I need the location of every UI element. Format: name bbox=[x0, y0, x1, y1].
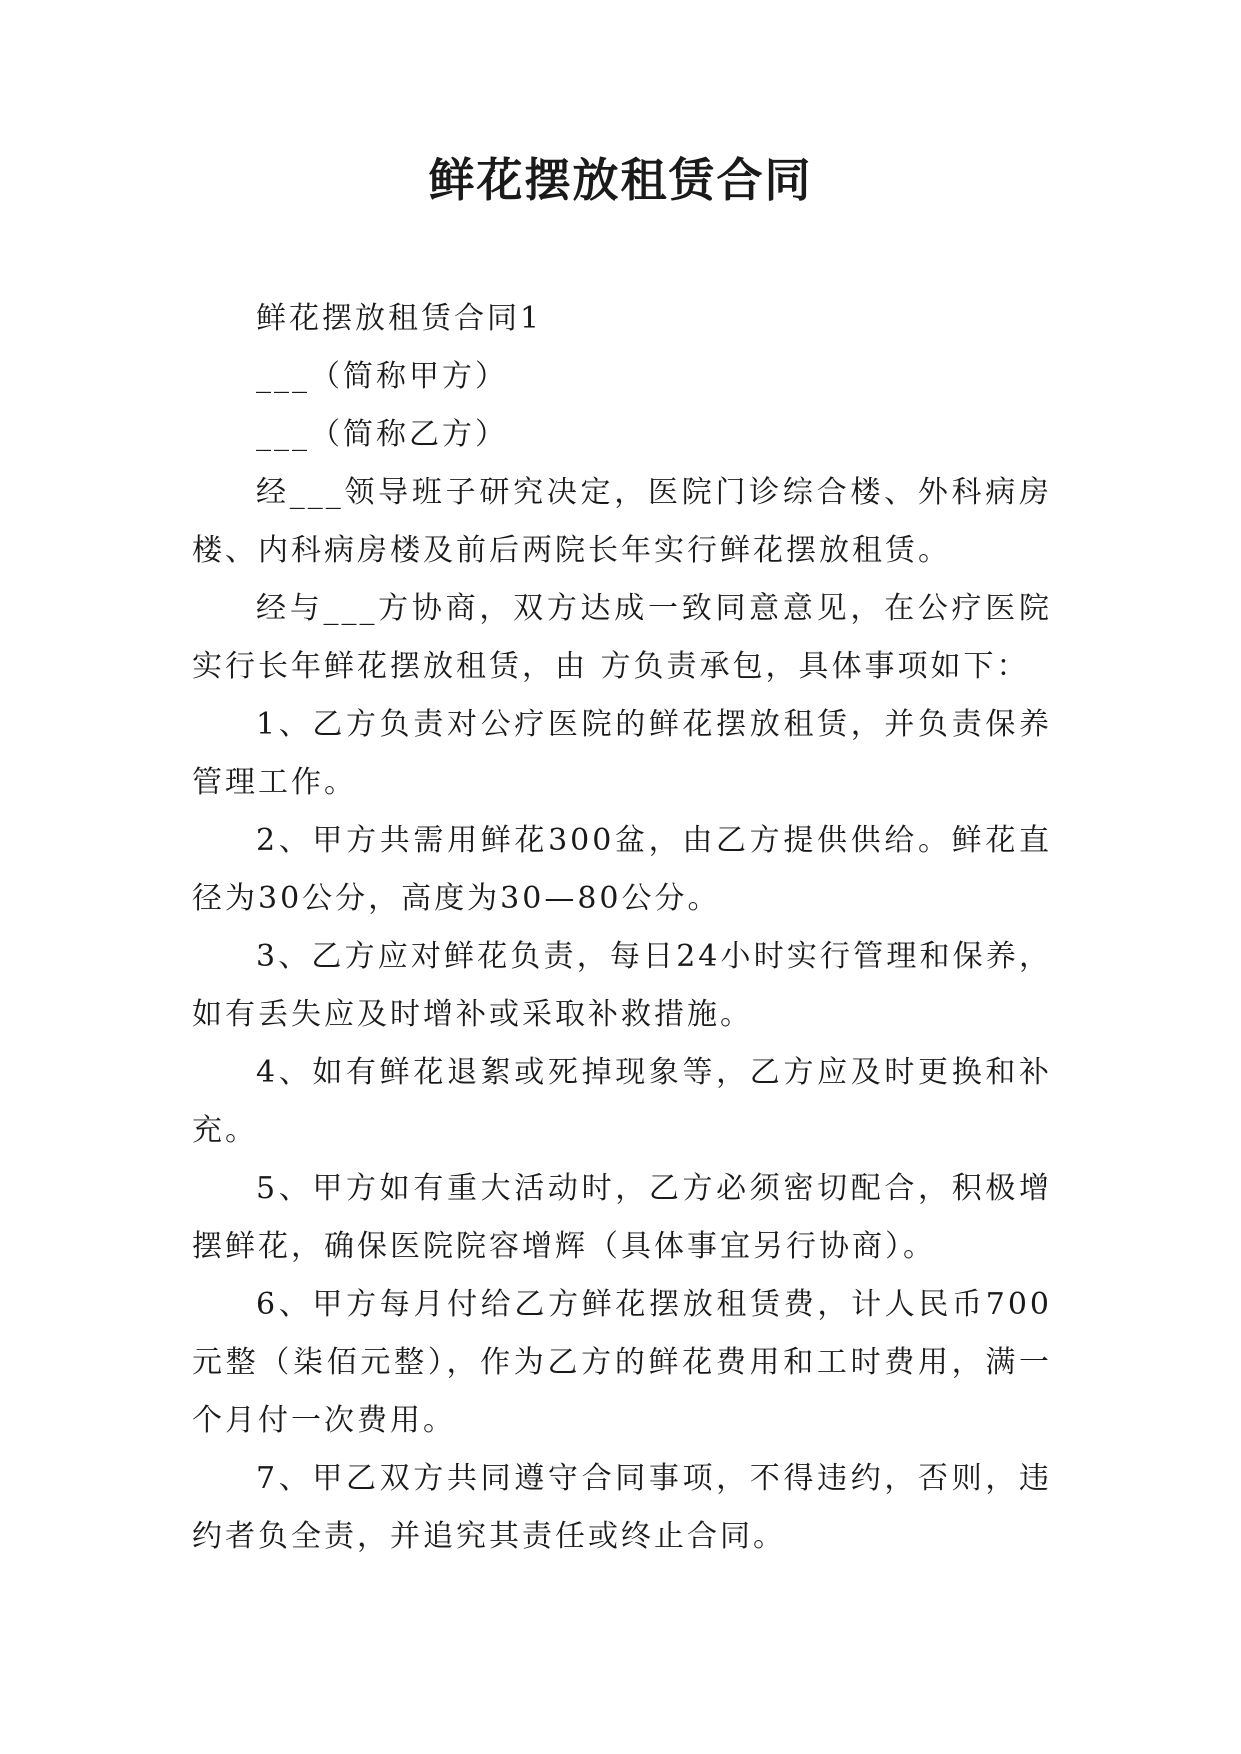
clause-5: 5、甲方如有重大活动时，乙方必须密切配合，积极增摆鲜花，确保医院院容增辉（具体事宜另行协商）。 bbox=[192, 1171, 1052, 1264]
paragraph-agreement: 经与___方协商，双方达成一致同意意见，在公疗医院实行长年鲜花摆放租赁，由 方负责承包，具体事项如下： bbox=[192, 591, 1052, 684]
document-body bbox=[192, 290, 1052, 1566]
clause-6: 6、甲方每月付给乙方鲜花摆放租赁费，计人民币700元整（柒佰元整），作为乙方的鲜花费用和工时费用，满一个月付一次费用。 bbox=[192, 1287, 1052, 1438]
clause-1: 1、乙方负责对公疗医院的鲜花摆放租赁，并负责保养管理工作。 bbox=[192, 707, 1052, 800]
paragraph-intro: 经___领导班子研究决定，医院门诊综合楼、外科病房楼、内科病房楼及前后两院长年实行鲜花摆放租赁。 bbox=[192, 475, 1052, 568]
clause-7: 7、甲乙双方共同遵守合同事项，不得违约，否则，违约者负全责，并追究其责任或终止合同。 bbox=[192, 1461, 1052, 1554]
clause-3: 3、乙方应对鲜花负责，每日24小时实行管理和保养，如有丢失应及时增补或采取补救措施。 bbox=[192, 939, 1052, 1032]
paragraph-heading: 鲜花摆放租赁合同1 bbox=[256, 301, 543, 336]
paragraph-party-b: ___（简称乙方） bbox=[256, 417, 508, 452]
clause-4: 4、如有鲜花退絮或死掉现象等，乙方应及时更换和补充。 bbox=[192, 1055, 1052, 1148]
document-title: 鲜花摆放租赁合同 bbox=[428, 153, 813, 207]
clause-2: 2、甲方共需用鲜花300盆，由乙方提供供给。鲜花直径为30公分，高度为30—80公分。 bbox=[192, 823, 1052, 916]
paragraph-party-a: ___（简称甲方） bbox=[256, 359, 508, 394]
